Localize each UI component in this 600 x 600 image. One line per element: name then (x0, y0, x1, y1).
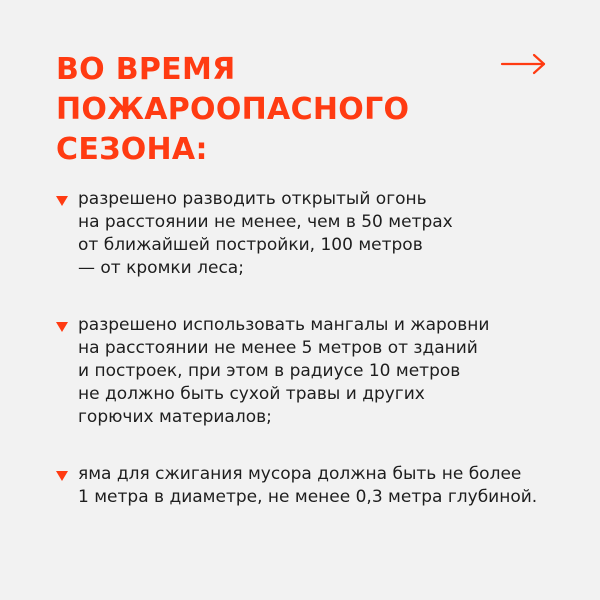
list-item-line: на расстоянии не менее 5 метров от зданий (78, 338, 478, 358)
list-item-line: разрешено использовать мангалы и жаровни (78, 315, 490, 335)
list-item-line: горючих материалов; (78, 407, 272, 427)
list-item-line: на расстоянии не менее, чем в 50 метрах (78, 212, 453, 232)
triangle-down-icon (56, 471, 68, 481)
list-item-line: — от кромки леса; (78, 258, 244, 278)
title-line-2: ПОЖАРООПАСНОГО (56, 92, 410, 127)
triangle-down-icon (56, 196, 68, 206)
list-item-line: яма для сжигания мусора должна быть не более (78, 464, 522, 484)
list-item-line: от ближайшей постройки, 100 метров (78, 235, 423, 255)
title-line-3: СЕЗОНА: (56, 132, 208, 167)
page-title (56, 50, 476, 170)
list-item (56, 314, 576, 429)
arrow-right-icon[interactable] (500, 50, 548, 78)
list-item-line: и построек, при этом в радиусе 10 метров (78, 361, 461, 381)
list-item (56, 463, 576, 509)
list-item-line: разрешено разводить открытый огонь (78, 189, 427, 209)
list-item-line: не должно быть сухой травы и других (78, 384, 425, 404)
list-item-text (78, 463, 576, 509)
list-item-line: 1 метра в диаметре, не менее 0,3 метра глубиной. (78, 487, 538, 507)
list-item-text (78, 314, 576, 429)
title-line-1: ВО ВРЕМЯ (56, 52, 236, 87)
list-item (56, 188, 576, 280)
triangle-down-icon (56, 322, 68, 332)
rules-list (56, 188, 576, 509)
list-item-text (78, 188, 576, 280)
